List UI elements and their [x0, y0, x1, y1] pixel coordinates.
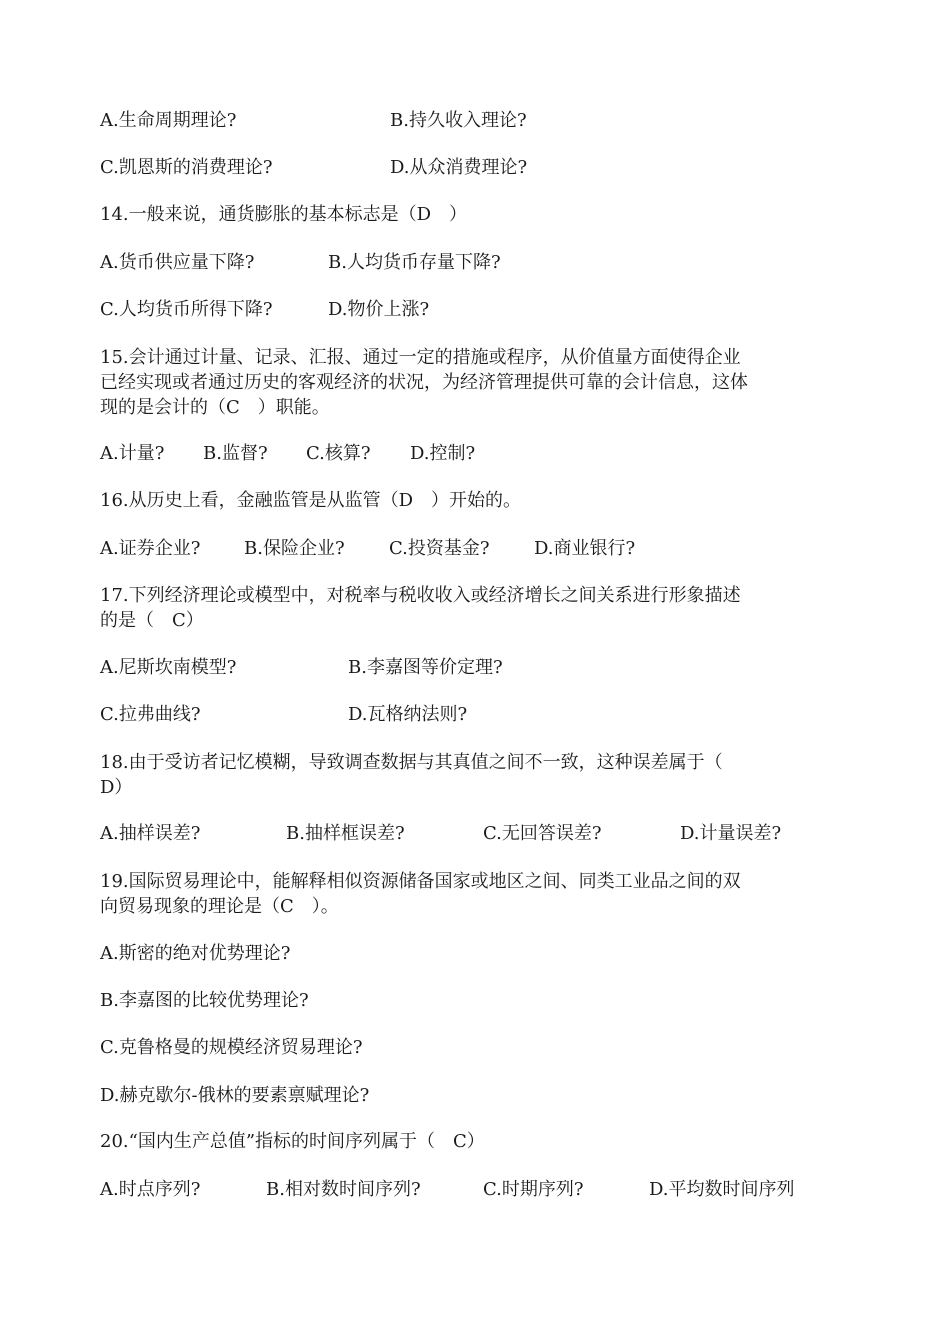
- q17-option-c: C.拉弗曲线?: [100, 704, 201, 725]
- q13-option-c: C.凯恩斯的消费理论?: [100, 157, 273, 178]
- q20-option-d: D.平均数时间序列: [649, 1179, 795, 1200]
- q14-question: 14.一般来说，通货膨胀的基本标志是（D ）: [100, 204, 468, 225]
- q14-option-d: D.物价上涨?: [328, 299, 430, 320]
- q20-option-c: C.时期序列?: [483, 1179, 584, 1200]
- q20-option-a: A.时点序列?: [100, 1179, 201, 1200]
- q14-option-b: B.人均货币存量下降?: [328, 252, 501, 273]
- q18-question-line-1: 18.由于受访者记忆模糊，导致调查数据与其真值之间不一致，这种误差属于（: [100, 752, 723, 773]
- q15-option-b: B.监督?: [203, 443, 268, 464]
- q16-option-c: C.投资基金?: [389, 538, 490, 559]
- q14-option-a: A.货币供应量下降?: [100, 252, 255, 273]
- q19-option-d: D.赫克歇尔-俄林的要素禀赋理论?: [100, 1085, 370, 1106]
- q16-option-b: B.保险企业?: [244, 538, 345, 559]
- q15-question-line-1: 15.会计通过计量、记录、汇报、通过一定的措施或程序，从价值量方面使得企业: [100, 347, 741, 368]
- q17-question-line-1: 17.下列经济理论或模型中，对税率与税收收入或经济增长之间关系进行形象描述: [100, 585, 741, 606]
- q17-option-b: B.李嘉图等价定理?: [348, 657, 503, 678]
- q19-option-c: C.克鲁格曼的规模经济贸易理论?: [100, 1037, 363, 1058]
- q17-question-line-2: 的是（ C）: [100, 610, 204, 631]
- q18-option-d: D.计量误差?: [680, 823, 782, 844]
- q19-option-b: B.李嘉图的比较优势理论?: [100, 990, 309, 1011]
- q18-option-b: B.抽样框误差?: [286, 823, 405, 844]
- q19-question-line-2: 向贸易现象的理论是（C ）。: [100, 896, 339, 917]
- q15-question-line-3: 现的是会计的（C ）职能。: [100, 397, 330, 418]
- q19-question-line-1: 19.国际贸易理论中，能解释相似资源储备国家或地区之间、同类工业品之间的双: [100, 871, 741, 892]
- q15-option-a: A.计量?: [100, 443, 165, 464]
- q13-option-b: B.持久收入理论?: [390, 110, 527, 131]
- q18-option-a: A.抽样误差?: [100, 823, 201, 844]
- q13-option-d: D.从众消费理论?: [390, 157, 528, 178]
- q15-question-line-2: 已经实现或者通过历史的客观经济的状况，为经济管理提供可靠的会计信息，这体: [100, 372, 748, 393]
- q20-option-b: B.相对数时间序列?: [266, 1179, 421, 1200]
- q15-option-d: D.控制?: [410, 443, 476, 464]
- q16-option-d: D.商业银行?: [534, 538, 636, 559]
- q13-option-a: A.生命周期理论?: [100, 110, 237, 131]
- q16-question: 16.从历史上看，金融监管是从监管（D ）开始的。: [100, 490, 522, 511]
- q19-option-a: A.斯密的绝对优势理论?: [100, 943, 291, 964]
- q15-option-c: C.核算?: [306, 443, 371, 464]
- q14-option-c: C.人均货币所得下降?: [100, 299, 273, 320]
- q18-question-line-2: D）: [100, 777, 133, 798]
- q17-option-d: D.瓦格纳法则?: [348, 704, 468, 725]
- q16-option-a: A.证券企业?: [100, 538, 201, 559]
- q18-option-c: C.无回答误差?: [483, 823, 602, 844]
- q17-option-a: A.尼斯坎南模型?: [100, 657, 237, 678]
- q20-question: 20.“国内生产总值”指标的时间序列属于（ C）: [100, 1131, 485, 1152]
